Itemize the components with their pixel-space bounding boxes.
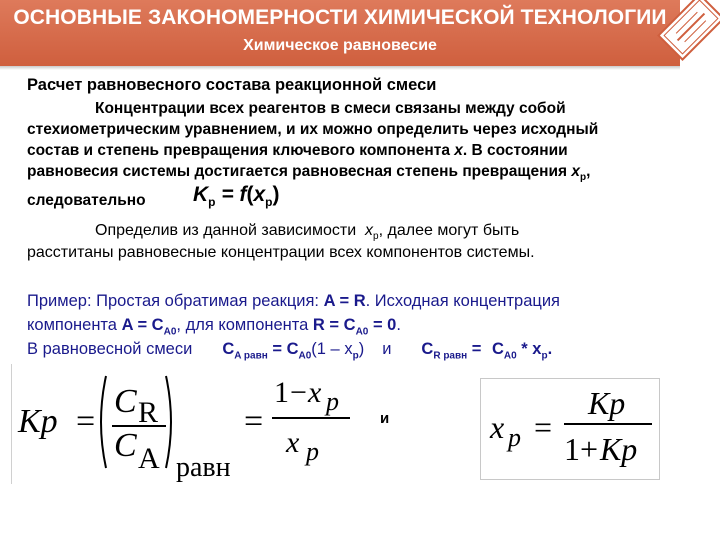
corner-logo-icon: [654, 0, 720, 64]
example-line3: [27, 338, 552, 367]
text-segment: компонента: [27, 316, 122, 334]
den-c: C: [114, 427, 137, 464]
text-segment: состав и степень превращения ключевого компонента: [27, 142, 455, 159]
rhs-num-x: x: [308, 376, 322, 409]
zero-value: = 0: [368, 316, 397, 334]
rhs-den-x: x: [286, 426, 300, 459]
paren-close: [166, 376, 171, 468]
slide-header: [0, 0, 720, 68]
paren-open: (: [246, 183, 254, 206]
rhs-num-1: 1: [274, 376, 289, 409]
paragraph1-line5: следовательно: [27, 192, 146, 209]
paragraph1-line1: Концентрации всех реагентов в смеси связаны между собой: [95, 100, 566, 117]
text-segment: .: [396, 316, 401, 334]
concentration-r: R = C: [312, 316, 356, 334]
text-segment: . В состоянии: [462, 142, 568, 159]
equals-sign-2: =: [244, 403, 264, 440]
text-segment: =: [467, 340, 486, 358]
text-segment: Определив из данной зависимости: [95, 222, 366, 239]
conjunction-and: и: [382, 340, 392, 358]
text-segment: , для компонента: [176, 316, 313, 334]
subscript: p: [541, 350, 548, 362]
kp-lhs: Кр: [18, 403, 58, 440]
xp-num-kp: Кр: [588, 385, 626, 421]
den-sub-a: A: [138, 442, 160, 475]
rhs-den-sub-p: p: [306, 437, 319, 466]
variable-xp: x: [571, 163, 580, 180]
xp-den-1: 1: [564, 431, 580, 467]
text-segment: * x: [516, 340, 542, 358]
text-segment: ): [358, 340, 365, 358]
subscript: A0: [503, 350, 517, 362]
text-segment: , далее могут быть: [378, 222, 520, 239]
paren-open: [101, 376, 106, 468]
subscript: A0: [355, 326, 369, 338]
equals-sign: =: [534, 409, 553, 445]
variable-x: x: [365, 222, 374, 239]
subscript: p: [579, 172, 587, 184]
subscript: p: [373, 231, 379, 243]
xp-lhs-sub-p: p: [508, 423, 521, 452]
paragraph1-line4: [27, 161, 590, 188]
subscript: p: [208, 195, 216, 210]
text-segment: = C: [267, 340, 299, 358]
text-segment: В равновесной смеси: [27, 340, 193, 358]
rhs-num-minus: −: [290, 376, 307, 409]
rhs-num-sub-p: p: [326, 387, 339, 416]
xp-formula-right: [484, 382, 656, 476]
paragraph2-line2: расститаны равновесные концентрации всех компонентов системы.: [27, 244, 535, 261]
text-segment: .: [547, 340, 553, 358]
header-title: ОСНОВНЫЕ ЗАКОНОМЕРНОСТИ ХИМИЧЕСКОЙ ТЕХНОЛОГИИ: [13, 6, 667, 29]
text-segment: ,: [586, 163, 591, 180]
reaction: A = R: [323, 292, 366, 310]
header-subtitle: Химическое равновесие: [243, 37, 437, 54]
text-segment: (1 – x: [311, 340, 353, 358]
xp-den-plus: +: [580, 431, 599, 467]
concentration-a: A = C: [121, 316, 164, 334]
section-title: Расчет равновесного состава реакционной смеси: [27, 76, 437, 94]
paren-close: ): [272, 183, 280, 206]
c-r-eq: C: [421, 340, 434, 358]
text-segment: равновесия системы достигается равновесная степень превращения: [27, 163, 572, 180]
kp-symbol: K: [193, 183, 209, 206]
subscript: A0: [163, 326, 177, 338]
paragraph1-line3: [27, 140, 568, 161]
function-f: f: [239, 183, 247, 206]
text-segment: Пример: Простая обратимая реакция:: [27, 292, 324, 310]
paragraph1-line2: стехиометрическим уравнением, и их можно определить через исходный: [27, 121, 599, 138]
subscript-ravn: равн: [176, 452, 231, 483]
variable-x: x: [253, 183, 266, 206]
subscript: A равн: [234, 350, 268, 362]
equals-sign: =: [215, 183, 240, 206]
conjunction-and: и: [380, 410, 390, 427]
text-segment: . Исходная концентрация: [365, 292, 560, 310]
c-a-eq: C: [222, 340, 235, 358]
subscript: p: [265, 195, 273, 210]
equals-sign: =: [76, 403, 96, 440]
num-sub-r: R: [138, 396, 159, 429]
subscript: A0: [298, 350, 312, 362]
xp-lhs-x: x: [490, 409, 505, 445]
xp-den-kp: Кр: [600, 431, 638, 467]
kp-equals-f-xp-formula: [193, 183, 279, 209]
subscript: R равн: [433, 350, 468, 362]
kp-formula-left: [14, 364, 354, 484]
variable-x: x: [454, 142, 463, 159]
subscript: p: [352, 350, 359, 362]
example-line1: [27, 290, 560, 313]
num-c: C: [114, 383, 137, 420]
text-segment: C: [492, 340, 504, 358]
header-shadow: [0, 66, 680, 70]
